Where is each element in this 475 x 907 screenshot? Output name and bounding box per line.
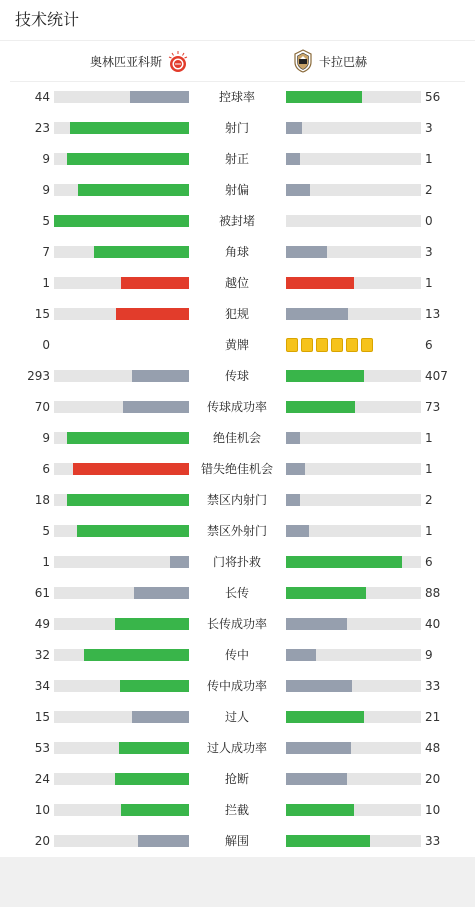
- away-stat-value: 2: [425, 183, 433, 197]
- home-stat-value: 1: [42, 276, 50, 290]
- away-stat-bar-fill: [286, 432, 300, 444]
- home-stat-value: 5: [42, 214, 50, 228]
- home-stat-value: 20: [34, 834, 50, 848]
- home-stat-bar-fill: [73, 463, 189, 475]
- home-stat-bar-fill: [116, 308, 189, 320]
- home-team[interactable]: [90, 41, 189, 81]
- home-stat-bar-fill: [70, 122, 189, 134]
- stat-label: 过人成功率: [206, 741, 267, 755]
- away-stat-value: 20: [425, 772, 441, 786]
- away-stat-bar: [286, 370, 421, 382]
- home-stat-bar-fill: [115, 773, 189, 785]
- stat-label: 黄牌: [224, 338, 249, 352]
- away-stat-bar: [286, 587, 421, 599]
- stat-label: 过人: [224, 710, 249, 724]
- away-stat-bar-fill: [286, 742, 351, 754]
- home-stat-value: 24: [34, 772, 50, 786]
- away-stat-bar-fill: [286, 184, 310, 196]
- away-stat-value: 1: [425, 276, 433, 290]
- away-team-logo-icon: [292, 49, 314, 73]
- away-stat-bar-fill: [286, 91, 362, 103]
- home-stat-value: 34: [34, 679, 50, 693]
- home-stat-value: 5: [42, 524, 50, 538]
- home-stat-bar-fill: [120, 680, 189, 692]
- stat-row: [0, 276, 475, 307]
- home-stat-bar: [54, 804, 189, 816]
- home-stat-bar-fill: [138, 835, 189, 847]
- away-stat-value: 33: [425, 834, 441, 848]
- away-stat-bar: [286, 525, 421, 537]
- home-stat-bar-fill: [134, 587, 189, 599]
- away-stat-bar: [286, 773, 421, 785]
- home-stat-bar-fill: [121, 804, 189, 816]
- home-stat-value: 32: [34, 648, 50, 662]
- away-stat-value: 3: [425, 121, 433, 135]
- home-stat-value: 6: [42, 462, 50, 476]
- home-stat-bar: [54, 277, 189, 289]
- stat-row: [0, 431, 475, 462]
- away-stat-value: 3: [425, 245, 433, 259]
- away-stat-bar-fill: [286, 525, 309, 537]
- away-stat-bar: [286, 494, 421, 506]
- home-team-logo-icon: [167, 49, 189, 73]
- stat-row: [0, 772, 475, 803]
- stat-row: [0, 369, 475, 400]
- home-stat-value: 9: [42, 152, 50, 166]
- home-stat-bar-fill: [54, 215, 189, 227]
- home-stat-bar: [54, 246, 189, 258]
- away-team[interactable]: [292, 41, 367, 81]
- stat-row: [0, 741, 475, 772]
- home-stat-bar-fill: [84, 649, 189, 661]
- away-stat-bar: [286, 835, 421, 847]
- away-stat-bar-fill: [286, 153, 300, 165]
- away-stat-bar-fill: [286, 835, 370, 847]
- away-stat-bar-fill: [286, 463, 305, 475]
- away-stat-value: 407: [425, 369, 448, 383]
- stat-label: 被封堵: [218, 214, 255, 228]
- away-stat-value: 13: [425, 307, 441, 321]
- stat-row: [0, 183, 475, 214]
- away-stat-value: 1: [425, 524, 433, 538]
- yellow-card-icon: [346, 338, 358, 352]
- stat-row: [0, 710, 475, 741]
- away-stat-bar: [286, 401, 421, 413]
- stat-row: [0, 679, 475, 710]
- stat-row: [0, 493, 475, 524]
- stat-label: 禁区外射门: [206, 524, 267, 538]
- yellow-card-icon: [361, 338, 373, 352]
- home-stat-bar: [54, 773, 189, 785]
- away-stat-value: 9: [425, 648, 433, 662]
- stat-row: [0, 462, 475, 493]
- home-stat-value: 49: [34, 617, 50, 631]
- home-stat-bar-fill: [67, 494, 189, 506]
- away-stat-value: 73: [425, 400, 441, 414]
- home-stat-bar: [54, 587, 189, 599]
- home-stat-bar-fill: [77, 525, 189, 537]
- stat-label: 拦截: [224, 803, 249, 817]
- stat-label: 传中: [224, 648, 249, 662]
- stat-label: 控球率: [218, 90, 255, 104]
- away-stat-bar: [286, 804, 421, 816]
- stat-label: 射门: [224, 121, 249, 135]
- stat-label: 角球: [224, 245, 249, 259]
- home-team-name: 奥林匹亚科斯: [90, 54, 163, 69]
- home-stat-bar-fill: [94, 246, 189, 258]
- away-stat-bar: [286, 122, 421, 134]
- away-stat-bar: [286, 649, 421, 661]
- teams-header: [10, 41, 465, 82]
- away-stat-bar-fill: [286, 711, 364, 723]
- home-stat-value: 23: [34, 121, 50, 135]
- away-stat-bar: [286, 308, 421, 320]
- stat-row: [0, 90, 475, 121]
- stat-row: [0, 152, 475, 183]
- stat-label: 禁区内射门: [206, 493, 267, 507]
- away-stat-bar: [286, 432, 421, 444]
- home-stat-bar-fill: [132, 711, 189, 723]
- away-stat-value: 10: [425, 803, 441, 817]
- stat-label: 传球成功率: [206, 400, 267, 414]
- away-stat-bar: [286, 618, 421, 630]
- stat-label: 抢断: [224, 772, 249, 786]
- home-stat-value: 18: [34, 493, 50, 507]
- away-stat-value: 48: [425, 741, 441, 755]
- away-stat-bar: [286, 215, 421, 227]
- stat-row: [0, 617, 475, 648]
- stat-label: 传中成功率: [206, 679, 267, 693]
- away-stat-value: 21: [425, 710, 441, 724]
- home-stat-value: 0: [42, 338, 50, 352]
- home-stat-value: 10: [34, 803, 50, 817]
- home-stat-bar: [54, 153, 189, 165]
- home-stat-bar: [54, 835, 189, 847]
- home-stat-bar: [54, 401, 189, 413]
- stat-label: 犯规: [224, 307, 249, 321]
- home-stat-bar-fill: [170, 556, 189, 568]
- away-stat-value: 0: [425, 214, 433, 228]
- home-stat-bar-fill: [67, 153, 189, 165]
- home-stat-bar: [54, 370, 189, 382]
- away-stat-bar: [286, 91, 421, 103]
- stat-row: [0, 834, 475, 865]
- stat-label: 长传: [224, 586, 249, 600]
- away-stat-bar: [286, 277, 421, 289]
- home-stat-bar-fill: [67, 432, 189, 444]
- away-stat-bar-fill: [286, 277, 354, 289]
- home-stat-bar: [54, 618, 189, 630]
- home-stat-value: 70: [34, 400, 50, 414]
- home-stat-bar-fill: [121, 277, 189, 289]
- stat-row: [0, 121, 475, 152]
- stat-label: 长传成功率: [206, 617, 267, 631]
- stat-row: [0, 648, 475, 679]
- home-stat-bar: [54, 122, 189, 134]
- home-stat-bar-fill: [119, 742, 189, 754]
- home-stat-bar-fill: [132, 370, 189, 382]
- away-yellow-cards: [286, 338, 373, 352]
- away-stat-bar: [286, 246, 421, 258]
- away-stat-value: 1: [425, 462, 433, 476]
- stat-row: [0, 338, 475, 369]
- home-stat-bar: [54, 91, 189, 103]
- home-stat-value: 44: [34, 90, 50, 104]
- yellow-card-icon: [316, 338, 328, 352]
- home-stat-value: 1: [42, 555, 50, 569]
- stat-row: [0, 245, 475, 276]
- home-stat-bar-fill: [130, 91, 189, 103]
- away-stat-bar-fill: [286, 401, 355, 413]
- stat-row: [0, 803, 475, 834]
- home-stat-bar: [54, 432, 189, 444]
- stat-label: 解围: [224, 834, 249, 848]
- away-stat-bar-fill: [286, 680, 352, 692]
- home-stat-bar: [54, 680, 189, 692]
- away-stat-bar: [286, 711, 421, 723]
- stat-label: 绝佳机会: [212, 431, 261, 445]
- away-stat-value: 2: [425, 493, 433, 507]
- away-stat-bar-fill: [286, 587, 366, 599]
- home-stat-value: 53: [34, 741, 50, 755]
- yellow-card-icon: [301, 338, 313, 352]
- away-stat-bar: [286, 463, 421, 475]
- stat-row: [0, 524, 475, 555]
- away-stat-bar: [286, 680, 421, 692]
- home-stat-value: 61: [34, 586, 50, 600]
- home-stat-value: 9: [42, 183, 50, 197]
- away-stat-bar-fill: [286, 246, 327, 258]
- away-stat-value: 33: [425, 679, 441, 693]
- away-stat-bar: [286, 556, 421, 568]
- home-stat-bar: [54, 184, 189, 196]
- away-stat-value: 1: [425, 152, 433, 166]
- home-stat-bar: [54, 556, 189, 568]
- away-stat-value: 1: [425, 431, 433, 445]
- away-stat-bar-fill: [286, 494, 300, 506]
- stat-label: 射正: [224, 152, 249, 166]
- away-stat-bar-fill: [286, 804, 354, 816]
- away-stat-value: 88: [425, 586, 441, 600]
- stat-label: 射偏: [224, 183, 249, 197]
- stat-label: 传球: [224, 369, 249, 383]
- home-stat-bar-fill: [123, 401, 189, 413]
- home-stat-value: 15: [34, 710, 50, 724]
- stat-label: 越位: [224, 276, 249, 290]
- home-stat-bar-fill: [78, 184, 189, 196]
- yellow-card-icon: [286, 338, 298, 352]
- away-stat-value: 40: [425, 617, 441, 631]
- away-stat-bar-fill: [286, 773, 347, 785]
- stat-row: [0, 555, 475, 586]
- away-team-name: 卡拉巴赫: [319, 54, 368, 69]
- home-stat-bar: [54, 463, 189, 475]
- home-stat-value: 15: [34, 307, 50, 321]
- away-stat-bar-fill: [286, 308, 348, 320]
- stat-row: [0, 586, 475, 617]
- away-stat-bar-fill: [286, 618, 347, 630]
- home-stat-value: 9: [42, 431, 50, 445]
- stat-row: [0, 307, 475, 338]
- home-stat-bar: [54, 525, 189, 537]
- home-stat-bar: [54, 649, 189, 661]
- away-stat-bar-fill: [286, 649, 316, 661]
- home-stat-bar: [54, 711, 189, 723]
- home-stat-value: 293: [27, 369, 50, 383]
- away-stat-value: 6: [425, 555, 433, 569]
- home-stat-bar: [54, 742, 189, 754]
- stat-label: 错失绝佳机会: [200, 462, 273, 476]
- home-stat-bar: [54, 308, 189, 320]
- home-stat-bar: [54, 215, 189, 227]
- page-title: 技术统计: [15, 10, 80, 29]
- home-stat-bar-fill: [115, 618, 189, 630]
- away-stat-bar: [286, 184, 421, 196]
- home-stat-bar: [54, 494, 189, 506]
- away-stat-bar: [286, 742, 421, 754]
- away-stat-value: 6: [425, 338, 433, 352]
- away-stat-bar-fill: [286, 556, 402, 568]
- stat-label: 门将扑救: [212, 555, 261, 569]
- away-stat-bar: [286, 153, 421, 165]
- stat-row: [0, 214, 475, 245]
- away-stat-value: 56: [425, 90, 441, 104]
- home-stat-value: 7: [42, 245, 50, 259]
- yellow-card-icon: [331, 338, 343, 352]
- away-stat-bar-fill: [286, 370, 364, 382]
- stat-row: [0, 400, 475, 431]
- away-stat-bar-fill: [286, 122, 302, 134]
